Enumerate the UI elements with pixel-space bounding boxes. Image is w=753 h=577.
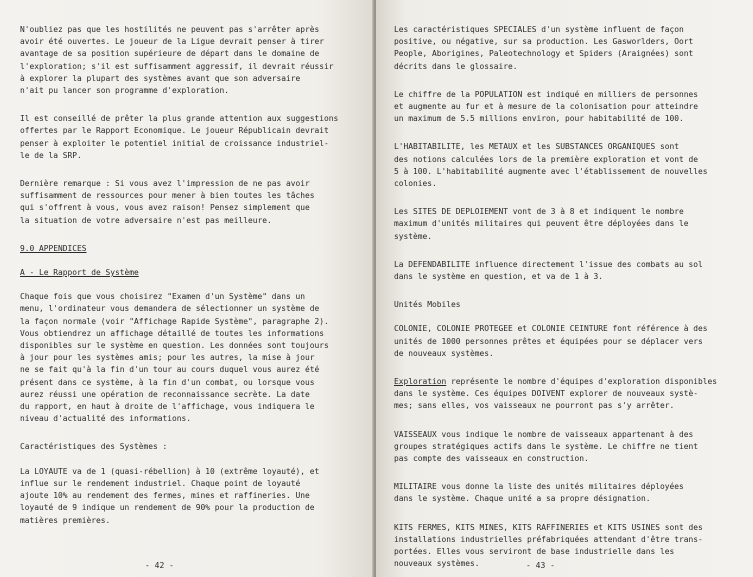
paragraph-militaire: MILITAIRE vous donne la liste des unités militaires déployées dans le système. Chaque unité a sa propre désignation. — [394, 482, 684, 504]
paragraph-derniere-remarque: Dernière remarque : Si vous avez l'impression de ne pas avoir suffisamment de ressources pour mener à bien toutes les tâches qui s'offrent à vous, vous avez raison! Pensez simplement que la situation de votre adversaire n'est pas meilleure. — [20, 179, 315, 225]
paragraph-vaisseaux: VAISSEAUX vous indique le nombre de vaisseaux appartenant à des groupes stratégiques actifs dans le système. Le chiffre ne tient pas compte des vaisseaux en construction. — [394, 429, 699, 464]
subsection-heading-rapport-systeme: A - Le Rapport de Système — [20, 268, 139, 278]
paragraph-colonie: COLONIE, COLONIE PROTEGEE et COLONIE CEINTURE font référence à des unités de 1000 personnes prêtes et équipées pour se déplacer vers de nouveaux systèmes. — [394, 324, 708, 358]
paragraph-kits: KITS FERMES, KITS MINES, KITS RAFFINERIES et KITS USINES sont des installations industrielles préfabriquées attendant d'être trans- portées. Elles vous serviront de base industrielle dans les nouveaux systèmes. — [394, 522, 703, 569]
right-page-text-column — [394, 24, 744, 577]
paragraph-rapport-economique: Il est conseillé de prêter la plus grande attention aux suggestions offertes par le Rapport Economique. Le joueur Républicain devrait penser à exploiter le potentiel initial de croissance industriel- le de la SRP. — [20, 114, 339, 160]
paragraph-sites-deploiement: Les SITES DE DEPLOIEMENT vont de 3 à 8 et indiquent le nombre maximum d'unités militaires qui peuvent être déployées dans le système. — [394, 207, 689, 241]
paragraph-exploration — [394, 376, 744, 413]
exploration-text: représente le nombre d'équipes d'exploration disponibles dans le système. Ces équipes DOIVENT explorer de nouveaux systè- mes; sans elles, vos vaisseaux ne pourront pas s'y arrêter. — [394, 377, 718, 411]
paragraph-defendabilite: La DEFENDABILITE influence directement l'issue des combats au sol dans le système en question, et va de 1 à 3. — [394, 259, 703, 282]
page-number-right: - 43 - — [526, 561, 555, 570]
paragraph-loyaute: La LOYAUTE va de 1 (quasi-rébellion) à 10 (extrême loyauté), et influe sur le rendement industriel. Chaque point de loyauté ajoute 10% au rendement des fermes, mines et raffineries. Une loyauté de 9 indique un rendement de 90% pour la production de matières premières. — [20, 466, 320, 525]
heading-unites-mobiles: Unités Mobiles — [394, 300, 461, 310]
left-page — [0, 0, 374, 577]
heading-caracteristiques: Caractéristiques des Systèmes : — [20, 442, 168, 452]
paragraph-habitabilite: L'HABITABILITE, les METAUX et les SUBSTANCES ORGANIQUES sont des notions calculées lors de la première exploration et vont de 5 à 100. L'habitabilité augmente avec l'établissement de nouvelles colonies. — [394, 142, 708, 189]
right-page — [376, 0, 753, 577]
paragraph-hostilites: N'oubliez pas que les hostilités ne peuvent pas s'arrêter après avoir été ouvertes. Le joueur de la Ligue devrait penser à tirer avantage de sa position supérieure de départ dans le domaine de l'exploration; s'il est suffisamment aggressif, il devrait réussir à explorer la plupart des systèmes avant que son adversaire n'ait pu lancer son programme d'exploration. — [20, 25, 334, 96]
paragraph-population: Le chiffre de la POPULATION est indiqué en milliers de personnes et augmente au fur et à mesure de la colonisation pour atteindre un maximum de 5.5 millions environ, pour habitabilité de 100. — [394, 89, 699, 124]
section-heading-appendices: 9.0 APPENDICES — [20, 243, 87, 253]
page-number-left: - 42 - — [145, 561, 174, 570]
paragraph-speciales: Les caractéristiques SPECIALES d'un système influent de façon positive, ou négative, sur sa production. Les Gasworlders, Oort People, Aborigines, Paleotechnology et Spiders (Araignées) sont décrits dans le glossaire. — [394, 25, 694, 71]
left-page-text-column — [20, 24, 360, 543]
exploration-label: Exploration — [394, 377, 447, 387]
paragraph-examen-systeme: Chaque fois que vous choisirez "Examen d'un Système" dans un menu, l'ordinateur vous demandera de sélectionner un système de la façon normale (voir "Affichage Rapide Système", paragraphe 2). Vous obtiendrez un affichage détaillé de toutes les informations disponibles sur le système en question. Les données sont toujours à jour pour les systèmes amis; pour les autres, la mise à jour ne se fait qu'à la fin d'un tour au cours duquel vous aurez été présent dans ce système, à la fin d'un combat, ou lorsque vous aurez réussi une opération de reconnaissance secrète. La date du rapport, en haut à droite de l'affichage, vous indiquera le niveau d'actualité des informations. — [20, 292, 329, 424]
